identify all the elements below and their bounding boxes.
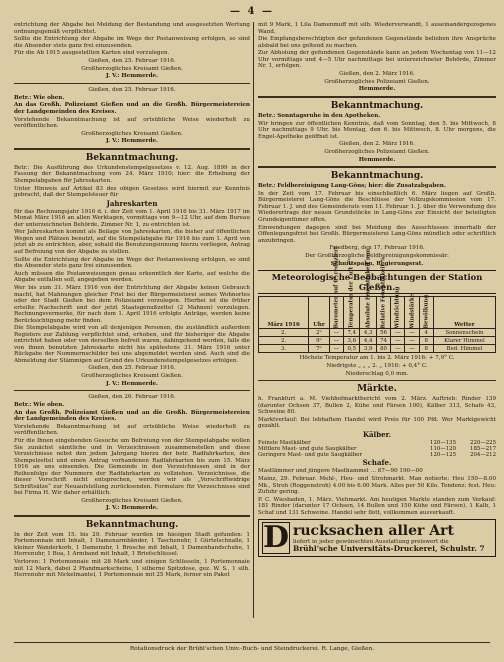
ad-body (293, 524, 485, 553)
market-subhead: Schafe. (362, 458, 392, 468)
double-divider (258, 166, 496, 168)
weather-header-row (259, 297, 496, 329)
notice-title: Bekanntmachung. (330, 100, 424, 111)
market-title: Märkte. (357, 384, 397, 394)
signature-name: Hemmerde. (358, 156, 396, 163)
weather-cell: — (405, 329, 419, 337)
weather-cell: — (329, 345, 343, 353)
weather-max: Höchste Temperatur am 1. bis 2. März 1916: + 7,9° C. (299, 355, 455, 362)
weather-cell: — (329, 337, 343, 345)
market-cell: 120—135 (430, 439, 456, 446)
weather-cell: 8 (419, 337, 433, 345)
notice-paragraph: für das Rechnungsjahr 1916 d. i. der Zeit vom 1. April 1916 bis 31. März 1917 im Monat März 1916 an allen Werktagen, vormittags von 9—12 Uhr, auf dem Bureau der unterzeichneten Behörde, Zimmer Nr. 1, zu entrichten ist. (14, 208, 250, 228)
weather-cell: 7ⁿ (309, 345, 330, 353)
notice-paragraph: Für die Ihnen eingehenden Gesuche um Befreiung von der Stempelabgabe wollen Sie zunächst sämtliche und in Verzeichnissen zusammenstellen und diese Verzeichnisse nebst den jedem Jahrgang hierzu der betr. Radfahrkarten, den Stempelzettel und einen Antrag vorhandenen Radfahrkarten bis zum 15. März 1916 an uns einsenden. Die Gemeinde in den Verzeichnissen sind in der Reihenfolge der Nummern der Radfahrkarten zu vollziehen. Verzeichnisse, die dieser Vorschrift nicht entsprechen, werden wir als „Vorschriftwidrige Schriftsätze“ zur Neuaufstellung zurücksenden. Formulare für Verzeichnisse sind bei Firma H. Wir daher erhältlich. (14, 438, 250, 496)
weather-row (259, 345, 496, 353)
weather-header-cell (329, 246, 343, 329)
weather-cell: 3,9 (360, 345, 376, 353)
market-body (258, 440, 496, 459)
weather-header-cell (376, 256, 390, 329)
notice-paragraph: Zur Abholung der gefundenen Gegenstände kann an jedem Wochentag von 11—12 Uhr vormittags und 4—5 Uhr nachmittags bei unterzeichneter Behörde, Zimmer Nr. 1, erfolgen. (258, 50, 496, 70)
addressee-line: An das Großh. Polizeiamt Gießen und an die Großh. Bürgermeistereien der Landgemeinden des Kreises. (14, 409, 250, 423)
notice-paragraph: mit 9 Mark, 1 Lila Damenmuff mit silb. Wiederverwandt, 1 auseinandergezogenes Wand. (258, 22, 496, 35)
notice-paragraph: In der Zeit vom 15. bis 29. Februar wurden im hiesigen Stadt gefunden: 1 Portemonnaie mit Inhalt, 1 Damenarmbänder, 1 Taschenuhr, 1 Gürtelschnalle, 1 kleiner Wanderkorb, 1 Damenuhr, 1 Brosche mit Inhalt, 1 Damenhandschuhe, 1 Herrenuhr, 1 Boa, 1 Armband mit Inhalt, 1 Briefschlüssel. (14, 531, 250, 558)
weather-cell: 3,6 (344, 337, 360, 345)
notice-betr: Betr.: Feldbereinigung Lang-Göns; hier: die Zusatzabgaben. (258, 183, 446, 190)
weather-header-cell (405, 293, 419, 329)
intro-paragraph-2: Sollte die Entrichtung der Abgabe im Wege der Postanweisung erfolgen, so sind die Absender stets ganz frei einzusenden. (14, 36, 250, 49)
intro-paragraph-3: Für die Ab 1915 ausgestellten Karten sind vorzulegen. (14, 50, 170, 57)
weather-cell: 0,5 (344, 345, 360, 353)
weather-cell: — (329, 329, 343, 337)
notice-title: Bekanntmachung. (85, 152, 179, 163)
notice-paragraph: Wer bis zum 31. März 1916 von der Entrichtung der Abgabe keinen Gebrauch macht, hat Mahnungen gleicher Frist bei der Bürgermeisterei seines Wohnortes oder der Stadt Gießen bei dem Polizeiamt vorzulegen. Hierbei ist die früher erteilte Nachschrift und der jetzt Staatsgenußzettel (2 Mahnen) vorzulegen. Rechnungsvermerke, für nach dem 1. April 1916 erfolgte Anträge, werden keine Berücksichtigung mehr finden. (14, 285, 250, 324)
weather-cell: 74 (376, 337, 390, 345)
weather-header-cell: Wetter (433, 297, 495, 329)
weather-cell: — (391, 329, 405, 337)
weather-cell: 56 (376, 329, 390, 337)
weather-header-label: Barometer auf 0° reduziert (333, 246, 340, 329)
addressee-line: An das Großh. Polizeiamt Gießen und an die Großh. Bürgermeistereien der Landgemeinden des Kreises. (14, 102, 250, 115)
weather-cell: 2. (259, 329, 309, 337)
intro-paragraph-1: entrichtung der Abgabe bei Meldung der Bestandung und ausgesetzten Wertung ordnungsgemäß verpflichtet. (14, 22, 250, 35)
weather-cell: Klarer Himmel (433, 337, 495, 345)
market-subhead: Kälber. (362, 429, 392, 439)
weather-header-label: Temperatur der Luft C° (348, 257, 355, 329)
notice-paragraph: Wer Jahreskarten kommt als Beilage von Jahreskarten, die bisher auf öffentlichen Wegen und Plätzen benutzt, auf die Stempelabgabe für 1916 bis zum 1. April von jetzt ab zu entrichten, aber, sobald die Benutzungsinnung hierzu vorliegen, Antrag auf Befreiung von der Abgabe zu stellen. (14, 229, 250, 255)
notice-paragraph: Die Empfangsberechtigten der gefundenen Gegenstände belieben ihre Ansprüche alsbald bei uns geltend zu machen. (258, 36, 496, 49)
ad-initial: D (263, 520, 290, 556)
weather-rain: Niederschlag 0,0 mm. (345, 370, 409, 377)
dateline: Gießen, den 25. Februar 1916. (88, 86, 176, 93)
signature-name: Hemmerde. (358, 86, 396, 93)
weather-cell: — (405, 337, 419, 345)
market-intro: h. Frankfurt a. M. Viehhofmarktbericht vom 2. März. Auftrieb: Rinder 139 (darunter Ochsen 37, Bullen 2, Kühe und Färsen 100), Kälber 313, Schafe 43, Schweine 80. (258, 396, 496, 415)
signature-name: J. V.: Hemmerde. (105, 380, 159, 387)
market-cell: 185—217 (470, 446, 496, 453)
notice-title: Bekanntmachung. (330, 171, 424, 182)
weather-row (259, 329, 496, 337)
weather-title: Meteorologische Beobachtungen der Station Gießen. (258, 270, 496, 294)
dateline: Gießen, den 26. Februar 1916. (88, 394, 176, 401)
printer-imprint: Rotationsdruck der Brühl'schen Univ.-Buch- und Steindruckerei. R. Lange, Gießen. (14, 642, 490, 652)
market-paragraph: Mastlämmer und jüngere Masthammel … 87—90 190—00 (258, 468, 423, 475)
betr-line: Betr.: Wie oben. (14, 94, 65, 101)
market-note: Marktverlauf: Bei lebhaftem Handel wird Preis für 100 Pfd. Wer Marktgewicht gezahlt. (258, 416, 496, 430)
weather-header-label: Windrichtung (394, 286, 401, 329)
market-cell: 110—120 (430, 446, 456, 453)
weather-body (259, 329, 496, 353)
weather-cell: 4 (419, 329, 433, 337)
notice-betr: Betr.: Die Ausführung des Urkundenstempelgesetzes v. 12. Aug. 1899 in der Fassung der Bekanntmachung vom 24. März 1910; hier: die Erhebung der Stempelabgaben für Jahreskarten. (14, 164, 250, 184)
right-column (258, 22, 496, 618)
weather-header-label: Windstärke (409, 293, 416, 329)
betr-line: Betr.: Wie oben. (14, 401, 65, 408)
weather-cell: Bed. Himmel (433, 345, 495, 353)
weather-cell: 80 (376, 345, 390, 353)
market-cell: Feinste Mastkälber (258, 439, 311, 446)
market-cell: 204—212 (470, 452, 496, 459)
weather-header-cell (344, 257, 360, 329)
ad-headline: rucksachen aller Art (293, 522, 454, 539)
divider (14, 390, 250, 391)
signature-name: J. V.: Hemmerde. (105, 138, 159, 145)
ad-firm: Brühl'sche Universitäts-Druckerei, Schulstr. 7 (293, 544, 485, 554)
weather-header-cell (391, 286, 405, 329)
divider (14, 83, 250, 84)
signature-place: Friedberg, den 17. Februar 1916. (329, 245, 425, 252)
notice-paragraph: Auch müssen die Postanweisungen genau erkenntlich der Karte, auf welche die Abgabe entfallen soll, angegeben werden. (14, 270, 250, 284)
signature-place: Gießen, den 2. März 1916. (339, 71, 415, 78)
market-paragraph: Mainz, 29. Februar. Mehl-, Heu- und Strohmarkt. Man notierte: Heu 150—8.00 Mk., Stroh (Roggenstroh) 4.00 bis 6.00 Mark. Alles per 50 Kilo. Tendenz: fest. Heu: Zufuhr gering. (258, 476, 496, 496)
notice-subhead: Jahreskarten (106, 198, 158, 208)
weather-cell: — (391, 337, 405, 345)
weather-header-cell: Uhr (309, 297, 330, 329)
weather-cell: Sonnenschein (433, 329, 495, 337)
signature-place: Gießen, den 25. Februar 1916. (88, 365, 176, 372)
double-divider (14, 515, 250, 517)
weather-cell: 4,3 (360, 329, 376, 337)
printing-advertisement (258, 519, 496, 557)
weather-cell: — (391, 345, 405, 353)
signature-office: Großherzogliches Kreisamt Gießen. (81, 130, 183, 137)
weather-header-label: Bewölkung (423, 294, 430, 329)
ad-line: liefert in jeder gewünschten Ausstattung preiswert die (293, 538, 449, 545)
notice-paragraph: Einwendungen dagegen sind bei Meidung des Ausschlusses innerhalb der Offenlegungsfrist bei Großh. Bürgermeisterei Lang-Göns mündlich oder schriftlich anzubringen. (258, 224, 496, 244)
column-divider (253, 22, 254, 618)
notice-paragraph: Verloren: 1 Portemonnaie mit 28 Mark und einigen Schlüsseln, 1 Portemonnaie mit 12 Mark, dabei 2 Pfandmarkscheine, 1 silberne Spitzdose, gez. W. S., 1 silb. Herrenuhr mit Nickelmantel, 1 Portemonnaie mit 25 Mark, ferner ein Paket (14, 559, 250, 579)
market-cell: Mittlere Mast- und gute Saugkälber (258, 446, 357, 453)
notice-title: Bekanntmachung. (85, 519, 179, 530)
signature-place: Gießen, den 25. Februar 1916. (88, 58, 176, 65)
notice-paragraph: In der Zeit vom 17. Februar bis einschließlich 6. März liegen auf Großh. Bürgermeisterei Lang-Göns die Beschlüsse der Vollzugskommission vom 17. Februar 1. J. und des Gemeinderats vom 11. Februar 1. J. über die Verwendung des Wiederertrags der neuen Grundstücke in Lang-Göns zur Einsicht der beteiligten Grundeigentümer offen. (258, 190, 496, 223)
weather-header-cell (419, 294, 433, 329)
weather-cell: 2. (259, 337, 309, 345)
weather-cell: 7,4 (344, 329, 360, 337)
page-number: — 4 — (230, 6, 274, 17)
signature-place: Gießen, den 2. März 1916. (339, 141, 415, 148)
weather-min: Niedrigste „ „ „ 2. „ 1916: + 0,4° C. (326, 362, 428, 369)
weather-cell: 3. (259, 345, 309, 353)
market-cell: Geringere Mast- und gute Saugkälber (258, 452, 362, 459)
weather-row (259, 337, 496, 345)
signature-name: J. V.: Hemmerde. (105, 73, 159, 80)
signature-office: Der Großherzogliche Feldbereinigungskommissär: (305, 252, 449, 259)
double-divider (14, 148, 250, 150)
signature-office: Großherzogliches Polizeiamt Gießen. (324, 78, 430, 85)
signature-name: J. V.: Hemmerde. (105, 505, 159, 512)
weather-cell: 8 (419, 345, 433, 353)
signature-name: Schnittspahn, Regierungsrat. (330, 260, 424, 267)
signature-office: Großherzogliches Polizeiamt Gießen. (324, 149, 430, 155)
notice-text: Vorstehende Bekanntmachung ist auf ortsübliche Weise wiederholt zu veröffentlichen. (14, 423, 250, 437)
notice-paragraph: Sollte die Entrichtung der Abgabe im Wege der Postanweisung erfolgen, so sind die Absender stets ganz frei einzusenden. (14, 256, 250, 270)
signature-office: Großherzogliches Kreisamt Gießen. (81, 497, 183, 504)
market-table (258, 440, 496, 459)
double-divider (258, 96, 496, 98)
divider (258, 380, 496, 381)
market-cell: 220—225 (470, 439, 496, 446)
signature-office: Großherzogliches Kreisamt Gießen. (81, 373, 183, 380)
weather-cell: 2ⁿ (309, 329, 330, 337)
weather-cell: 4,4 (360, 337, 376, 345)
notice-paragraph: Die Stempelabgabe wird von all denjenigen Personen, die zuständlich außerdem Registers zur Zahlung verpflichtet sind, erhoben, und für bisheriger die Abgabe entrichtet haben oder von derselben befreit waren, dahingehend werden, falls die von ihnen benutzten Jahreskarte nicht bis spätestens 31. März 1916 unter Rückgabe der Nummernschilder bei uns abgemeldet werden sind. Auch sind die Abmeldung der Stämmigen auf Grund des Urkundenstempelgesetzes erfolgen. (14, 325, 250, 364)
notice-text: Vorstehende Bekanntmachung ist auf ortsübliche Weise wiederholt zu veröffentlichen. (14, 116, 250, 129)
market-cell: 120—125 (430, 452, 456, 459)
weather-header-cell: März 1916 (259, 297, 309, 329)
weather-cell: — (405, 345, 419, 353)
notice-betr: Betr.: Sonntagsruhe in den Apotheken. (258, 112, 381, 119)
weather-cell: 9ⁿ (309, 337, 330, 345)
weather-header-label: Absolute Feuchtigkeit mm (365, 248, 372, 329)
left-column (14, 22, 250, 618)
weather-header-label: Relative Feuchtigkeit % (380, 256, 387, 329)
weather-header-cell (360, 248, 376, 329)
market-paragraph: P. C. Wiesbaden, 1. März. Viehmarkt. Am heutigen Markte standen zum Verkauf: 181 Rinder (darunter 17 Ochsen, 14 Bullen und 150 Kühe und Färsen), 1 Kalb, 1 Schaf und 131 Schweine. Handel sehr flott, vollkommen ausverkauft. (258, 496, 496, 516)
notice-text: Unter Hinweis auf Artikel 83 des obigen Gesetzes wird hiermit zur Kenntnis gebracht, daß der Stempelsteuer für (14, 185, 250, 199)
notice-paragraph: Wir bringen zur öffentlichen Kenntnis, daß vom Sonntag, den 5. bis Mittwoch, 8 Uhr nachmittags 9 Uhr, bis Montag, den 6. bis Mittwoch, 8. Uhr morgens, die Engel-Apotheke geöffnet ist. (258, 120, 496, 140)
signature-office: Großherzogliches Kreisamt Gießen. (81, 65, 183, 72)
